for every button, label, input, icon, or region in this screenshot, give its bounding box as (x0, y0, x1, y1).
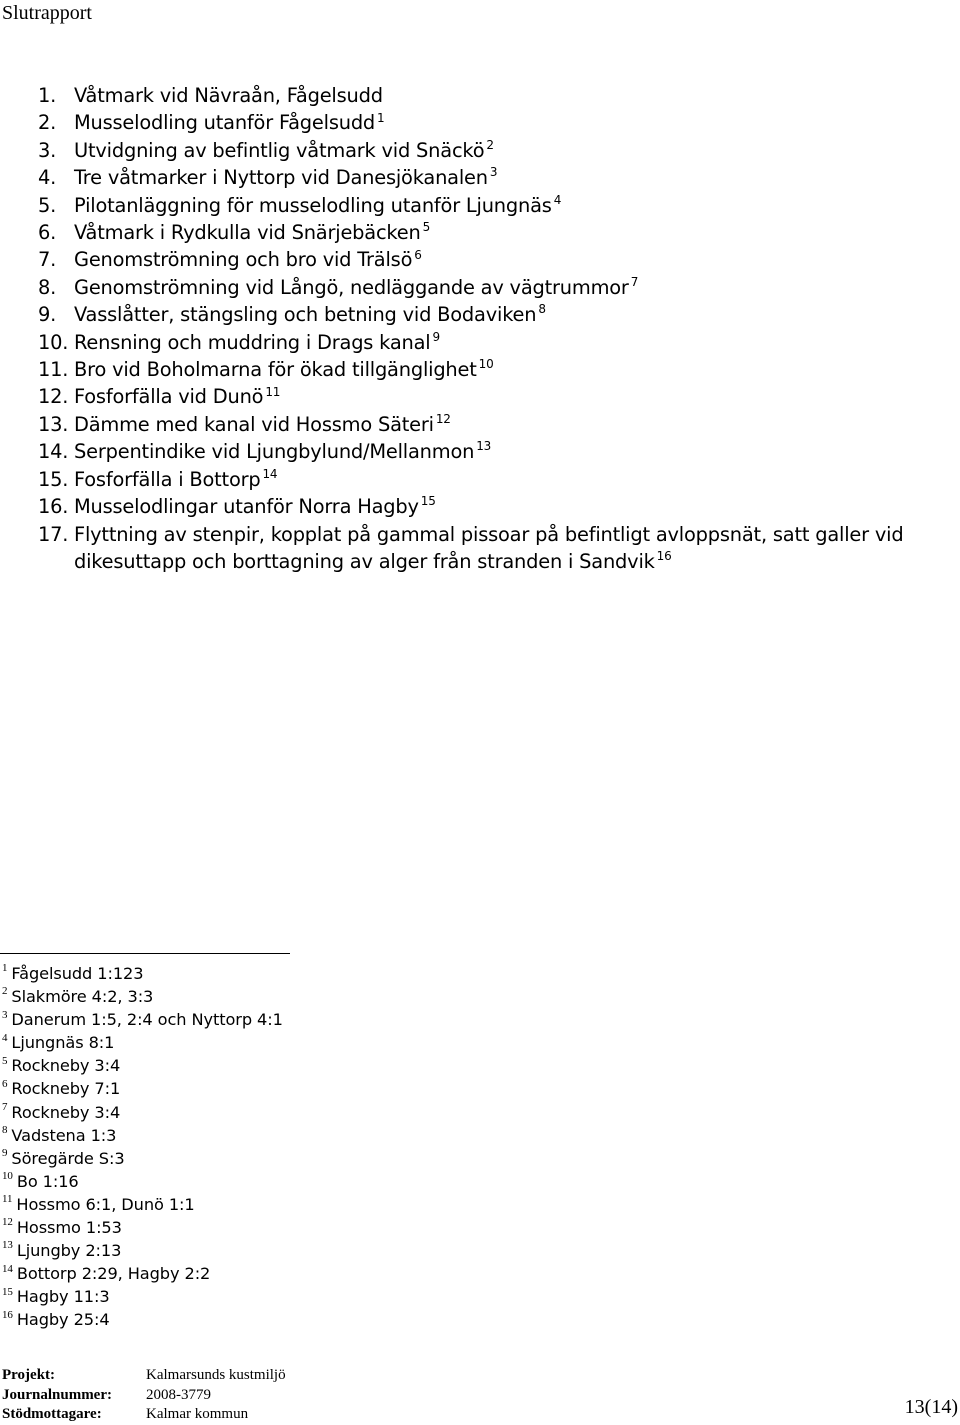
footnote-text: Rockneby 3:4 (11, 1056, 121, 1076)
list-item-number: 11. (38, 358, 69, 382)
footnote: 14 Bottorp 2:29, Hagby 2:2 (2, 1262, 211, 1284)
footnote-ref[interactable]: 1 (377, 110, 385, 125)
page-number: 13(14) (904, 1396, 958, 1418)
footnote: 15 Hagby 11:3 (2, 1285, 110, 1307)
list-item (38, 521, 953, 576)
list-item-number: 15. (38, 467, 69, 491)
footnote-text: Danerum 1:5, 2:4 och Nyttorp 4:1 (11, 1010, 283, 1030)
footnote-ref[interactable]: 15 (420, 494, 436, 509)
list-item (38, 356, 953, 383)
footnote: 12 Hossmo 1:53 (2, 1216, 122, 1238)
list-item-text: Genomströmning och bro vid Trälsö $^6$ (74, 247, 422, 272)
page-footer (2, 1366, 958, 1425)
footnotes (2, 962, 283, 1332)
list-item-number: 4. (38, 166, 57, 190)
list-item-number: 13. (38, 412, 69, 436)
list-item-number: 5. (38, 193, 57, 217)
list-item-text: Tre våtmarker i Nyttorp vid Danesjökanalen $^3$ (74, 165, 498, 190)
list-item (38, 438, 953, 465)
list-item-number: 16. (38, 495, 69, 519)
footer-value: Kalmar kommun (146, 1406, 249, 1423)
page-title: Slutrapport (2, 2, 92, 24)
footer-label: Stödmottagare: (2, 1406, 102, 1423)
list-item (38, 493, 953, 520)
list-item-text: Flyttning av stenpir, kopplat på gammal pissoar på befintligt avloppsnät, satt galler vid dikesuttapp och borttagning av alger från stranden i Sandvik $^{16}$ (74, 522, 904, 573)
footnote: 7 Rockneby 3:4 (2, 1100, 121, 1122)
list-item (38, 466, 953, 493)
footer-label: Projekt: (2, 1367, 56, 1383)
footnote-text: Rockneby 3:4 (11, 1102, 121, 1122)
footnote-text: Bottorp 2:29, Hagby 2:2 (16, 1264, 211, 1284)
footnote-ref[interactable]: 10 (478, 357, 494, 372)
list-item-text: Fosforfälla i Bottorp $^{14}$ (74, 466, 278, 491)
footnote-text: Hossmo 6:1, Dunö 1:1 (16, 1194, 195, 1214)
list-item-number: 1. (38, 84, 57, 107)
list-item (38, 329, 953, 356)
footnote-ref[interactable]: 5 (422, 220, 431, 235)
footnote-text: Hagby 11:3 (16, 1287, 110, 1307)
footnote: 10 Bo 1:16 (2, 1170, 79, 1191)
list-item (38, 192, 953, 219)
footer-value: 2008-3779 (146, 1386, 211, 1403)
footnote-text: Hagby 25:4 (16, 1310, 110, 1330)
footnote-ref[interactable]: 3 (489, 165, 498, 180)
list-item-number: 17. (38, 522, 69, 546)
footnote-ref[interactable]: 13 (476, 439, 492, 454)
list-item-number: 14. (38, 440, 69, 464)
list-item-number: 3. (38, 138, 57, 162)
footnote: 16 Hagby 25:4 (2, 1308, 110, 1330)
footnote-ref[interactable]: 4 (553, 192, 562, 207)
list-item-number: 9. (38, 303, 57, 327)
footnote-ref[interactable]: 16 (656, 549, 672, 564)
footnote-text: Ljungby 2:13 (16, 1241, 122, 1261)
footnote-text: Ljungnäs 8:1 (11, 1033, 115, 1053)
footer-row-project (2, 1366, 958, 1386)
footnote-ref[interactable]: 7 (630, 275, 639, 290)
footnote: 9 Söregärde S:3 (2, 1147, 125, 1168)
list-item (38, 82, 953, 109)
list-item (38, 246, 953, 273)
footnote-text: Bo 1:16 (16, 1171, 79, 1191)
footnote-text: Fågelsudd 1:123 (11, 964, 144, 983)
footnote-text: Söregärde S:3 (11, 1148, 125, 1168)
list-item-number: 2. (38, 111, 57, 135)
list-item-text: Utvidgning av befintlig våtmark vid Snäckö $^2$ (74, 138, 494, 162)
list-item-text: Genomströmning vid Långö, nedläggande av vägtrummor $^7$ (74, 275, 639, 299)
footnote: 2 Slakmöre 4:2, 3:3 (2, 985, 154, 1007)
footer-value: Kalmarsunds kustmiljö (146, 1367, 286, 1383)
footnote-separator (0, 953, 290, 954)
list-item-number: 10. (38, 330, 69, 354)
list-item (38, 383, 953, 410)
list-item (38, 301, 953, 328)
list-item-number: 8. (38, 275, 57, 299)
footnote: 6 Rockneby 7:1 (2, 1077, 121, 1099)
footer-row-journal (2, 1386, 958, 1406)
list-item-text: Vasslåtter, stängsling och betning vid Bodaviken $^8$ (74, 302, 546, 327)
footnote: 8 Vadstena 1:3 (2, 1123, 117, 1145)
list-item-text: Fosforfälla vid Dunö $^{11}$ (74, 384, 281, 409)
footnote: 4 Ljungnäs 8:1 (2, 1031, 115, 1053)
footnote-text: Slakmöre 4:2, 3:3 (11, 987, 154, 1007)
footnote-ref[interactable]: 14 (262, 466, 278, 481)
footnote: 13 Ljungby 2:13 (2, 1239, 122, 1261)
footnote-ref[interactable]: 6 (414, 247, 422, 262)
list-item-number: 12. (38, 385, 69, 409)
list-item-text: Serpentindike vid Ljungbylund/Mellanmon $^{13}$ (74, 439, 492, 464)
list-item (38, 411, 953, 438)
list-item-text: Våtmark i Rydkulla vid Snärjebäcken $^5$ (74, 220, 431, 245)
list-item-number: 7. (38, 248, 57, 272)
footnote-text: Rockneby 7:1 (11, 1079, 121, 1099)
footnote-ref[interactable]: 11 (265, 384, 281, 399)
list-item (38, 164, 953, 191)
list-item (38, 109, 953, 136)
footnote-text: Vadstena 1:3 (11, 1125, 117, 1145)
list-item-text: Dämme med kanal vid Hossmo Säteri $^{12}$ (74, 412, 451, 436)
list-item-text: Rensning och muddring i Drags kanal $^9$ (74, 329, 440, 354)
list-item (38, 137, 953, 164)
project-list (38, 82, 953, 575)
footnote-ref[interactable]: 2 (486, 138, 494, 153)
footnote: 5 Rockneby 3:4 (2, 1054, 121, 1076)
list-item (38, 219, 953, 246)
list-item-text: Våtmark vid Nävraån, Fågelsudd (74, 84, 383, 107)
list-item-text: Musselodlingar utanför Norra Hagby $^{15}$ (74, 494, 436, 519)
footnote: 1 Fågelsudd 1:123 (2, 962, 144, 983)
list-item (38, 274, 953, 301)
footnote: 11 Hossmo 6:1, Dunö 1:1 (2, 1193, 195, 1214)
footer-row-recipient (2, 1405, 958, 1425)
footnote-text: Hossmo 1:53 (16, 1218, 122, 1238)
list-item-text: Pilotanläggning för musselodling utanför Ljungnäs $^4$ (74, 192, 562, 217)
footnote: 3 Danerum 1:5, 2:4 och Nyttorp 4:1 (2, 1008, 283, 1030)
footer-label: Journalnummer: (2, 1386, 112, 1403)
footnote-ref[interactable]: 8 (538, 302, 546, 317)
list-item-number: 6. (38, 221, 57, 245)
footnote-ref[interactable]: 12 (435, 412, 451, 427)
footnote-ref[interactable]: 9 (432, 329, 440, 344)
list-item-text: Musselodling utanför Fågelsudd $^1$ (74, 110, 385, 135)
list-item-text: Bro vid Boholmarna för ökad tillgänglighet $^{10}$ (74, 357, 494, 382)
